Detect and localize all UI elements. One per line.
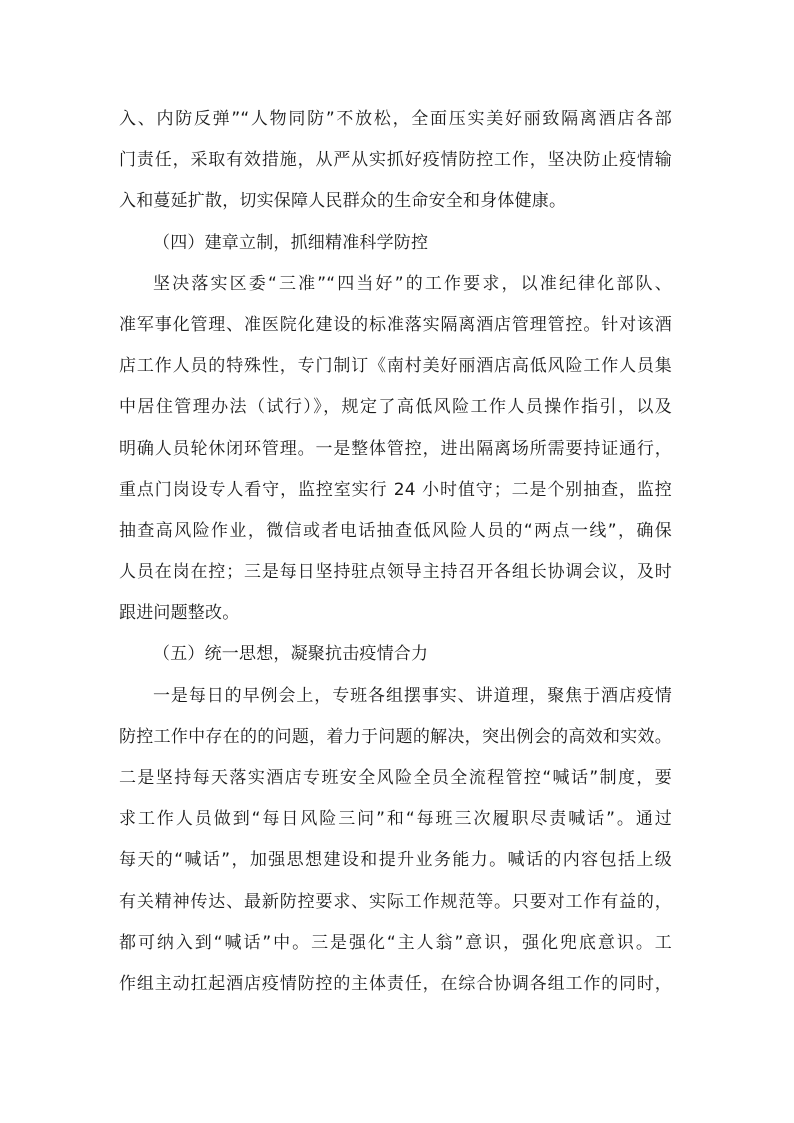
paragraph-line: 店工作人员的特殊性，专门制订《南村美好丽酒店高低风险工作人员集 [119,356,672,377]
paragraph-line: 都可纳入到“喊话”中。三是强化“主人翁”意识，强化兜底意识。工 [119,932,672,953]
paragraph-line: 二是坚持每天落实酒店专班安全风险全员全流程管控“喊话”制度，要 [119,768,672,788]
paragraph-line: 门责任，采取有效措施，从严从实抓好疫情防控工作，坚决防止疫情输 [119,150,672,171]
paragraph-quarantine-responsibility [119,99,672,223]
paragraph-line: 防控工作中存在的的问题，着力于问题的解决，突出例会的高效和实效。 [119,726,672,747]
paragraph-line: 抽查高风险作业，微信或者电话抽查低风险人员的“两点一线”，确保 [119,520,672,541]
paragraph-line: 人员在岗在控；三是每日坚持驻点领导主持召开各组长协调会议，及时 [119,562,672,583]
paragraph-line: 每天的“喊话”，加强思想建设和提升业务能力。喊话的内容包括上级 [119,850,672,871]
paragraph-line: 坚决落实区委“三准”“四当好”的工作要求，以准纪律化部队、 [153,273,672,294]
paragraph-line: 有关精神传达、最新防控要求、实际工作规范等。只要对工作有益的， [119,891,672,912]
paragraph-line: 入和蔓延扩散，切实保障人民群众的生命安全和身体健康。 [119,191,567,212]
paragraph-line: 作组主动扛起酒店疫情防控的主体责任，在综合协调各组工作的同时， [119,973,672,994]
section-heading-5: （五）统一思想，凝聚抗击疫情合力 [153,644,429,665]
paragraph-line: 重点门岗设专人看守，监控室实行 24 小时值守；二是个别抽查，监控 [119,479,672,500]
section-heading-4: （四）建章立制，抓细精准科学防控 [153,232,429,253]
paragraph-line: 求工作人员做到“每日风险三问”和“每班三次履职尽责喊话”。通过 [119,809,672,830]
paragraph-line: 一是每日的早例会上，专班各组摆事实、讲道理，聚焦于酒店疫情 [153,685,672,706]
paragraph-unified-thinking [119,676,672,1006]
paragraph-line: 入、内防反弹”“人物同防”不放松，全面压实美好丽致隔离酒店各部 [119,109,672,129]
paragraph-rules-regulations [119,264,672,635]
paragraph-line: 准军事化管理、准医院化建设的标准落实隔离酒店管理管控。针对该酒 [119,314,672,335]
document-page [119,99,672,1005]
paragraph-line: 跟进问题整改。 [119,603,240,624]
paragraph-line: 中居住管理办法（试行）》，规定了高低风险工作人员操作指引，以及 [119,397,672,418]
paragraph-line: 明确人员轮休闭环管理。一是整体管控，进出隔离场所需要持证通行， [119,438,672,459]
